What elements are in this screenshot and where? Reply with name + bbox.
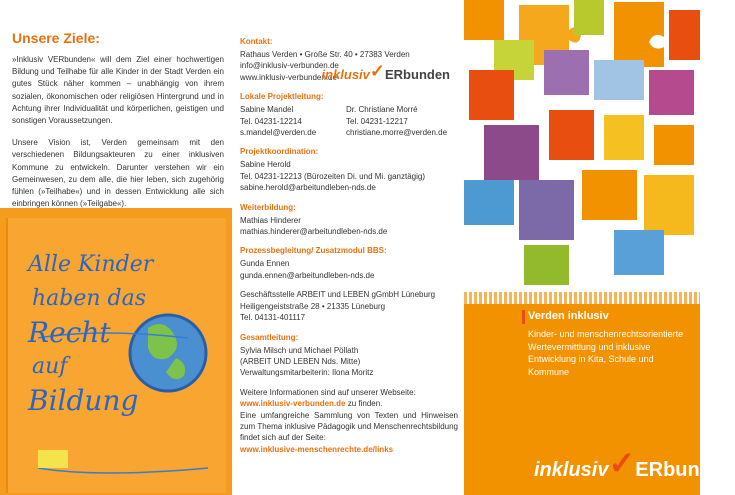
gesamt-line-2: (ARBEIT UND LEBEN Nds. Mitte) (240, 356, 361, 366)
info-text: Eine umfangreiche Sammlung von Texten und Hinweisen zum Thema inklusive Pädagogik und Menschenrechtsbildung findet sich auf der Seite: (240, 410, 458, 443)
kontakt-web[interactable]: www.inklusiv-verbunden.de (240, 72, 337, 82)
yellow-note (38, 450, 68, 468)
cover-title: Verden inklusiv (528, 310, 609, 322)
weiter-name: Mathias Hinderer (240, 215, 301, 225)
kontakt-email[interactable]: info@inklusiv-verbunden.de (240, 61, 339, 71)
drawing-paper (6, 218, 226, 493)
info-link1-suffix: zu finden. (345, 399, 383, 409)
info-link-1[interactable]: www.inklusiv-verbunden.de (240, 399, 346, 409)
puzzle-art (464, 0, 700, 292)
kontakt-label: Kontakt: (240, 37, 273, 46)
check-mark-large-icon: ✓ (608, 445, 636, 481)
drawing-line-5: Bildung (28, 384, 139, 417)
drawing-line-3: Recht (28, 316, 111, 349)
prozess-name: Gunda Ennen (240, 259, 290, 269)
lokale-name-2: Dr. Christiane Morré (346, 105, 418, 115)
puzzle-illustration (464, 0, 700, 292)
gesamt-line-1: Sylvia Milsch und Michael Pöllath (240, 345, 359, 355)
title-accent-bar (522, 310, 525, 324)
banner-strip (464, 292, 700, 304)
drawing-line-1: Alle Kinder (28, 252, 154, 277)
gs-line-1: Geschäftsstelle ARBEIT und LEBEN gGmbH Lüneburg (240, 290, 436, 300)
cover-subtitle: Kinder- und menschenrechtsorientierte Wertevermittlung und inklusive Entwicklung in Kita, Schule und Kommune (528, 329, 684, 377)
contact-panel (232, 0, 464, 495)
prozess-mail[interactable]: gunda.ennen@arbeitundleben-nds.de (240, 270, 375, 280)
child-drawing (0, 208, 232, 495)
drawing-line-2: haben das (32, 286, 147, 311)
lokale-name-1: Sabine Mandel (240, 105, 294, 115)
weiter-mail[interactable]: mathias.hinderer@arbeitundleben-nds.de (240, 227, 388, 237)
goals-heading: Unsere Ziele: (12, 30, 100, 46)
drawing-text (28, 248, 153, 418)
info-link-2[interactable]: www.inklusive-menschenrechte.de/links (240, 444, 394, 454)
check-mark-icon: ✓ (369, 61, 385, 81)
weiter-label: Weiterbildung: (240, 202, 296, 212)
logo-large: inklusiv ✓ ERbunden (534, 445, 735, 481)
lokale-mail-2[interactable]: christiane.morre@verden.de (346, 128, 448, 138)
title-box (464, 304, 735, 495)
gesamt-label: Gesamtleitung: (240, 332, 299, 342)
goals-paragraph-1: »Inklusiv VERbunden« will dem Ziel einer hochwertigen Bildung und Teilhabe für alle Kinder in der Stadt Verden ein gutes Stück näher kommen – unabhängig von ihrem sozialen, ökonomischen oder religiösen Hintergrund und in Achtung ihrer Individualität und körperlichen, geistigen und sonstigen Voraussetzungen. (12, 55, 224, 126)
lokale-mail-1[interactable]: s.mandel@verden.de (240, 128, 317, 138)
lokale-tel-1: Tel. 04231-12214 (240, 116, 302, 126)
drawing-line-4: auf (32, 354, 68, 379)
koord-tel: Tel. 04231-12213 (Bürozeiten Di. und Mi. ganztägig) (240, 171, 425, 181)
info-intro: Weitere Informationen sind auf unserer Webseite: (240, 387, 416, 397)
goals-paragraph-2: Unsere Vision ist, Verden gemeinsam mit den verschiedenen Bildungsakteuren zu einer inklusiven Kommune zu entwickeln. Darunter verstehen wir ein Gemeinwesen, zu dem alle, die hier leben, sich zugehörig fühlen (»Teilhabe«) und in dessen Entwicklung alle sich einbringen können (»Teilgabe«). (12, 138, 224, 209)
kontakt-line: Rathaus Verden • Große Str. 40 • 27383 Verden (240, 50, 410, 59)
logo-small: inklusiv ✓ ERbunden (321, 61, 450, 82)
lokale-tel-2: Tel. 04231-12217 (346, 116, 408, 126)
cover-panel (464, 0, 735, 495)
prozess-label: Prozessbegleitung/ Zusatzmodul BBS: (240, 246, 387, 256)
gs-line-3: Tel. 04131-401117 (240, 313, 306, 323)
koord-name: Sabine Herold (240, 160, 291, 170)
koord-label: Projektkoordination: (240, 147, 319, 157)
koord-mail[interactable]: sabine.herold@arbeitundleben-nds.de (240, 183, 376, 193)
lokale-label: Lokale Projektleitung: (240, 92, 324, 102)
gs-line-2: Heiligengeiststraße 28 • 21335 Lüneburg (240, 301, 386, 311)
gesamt-line-3: Verwaltungsmitarbeiterin: Ilona Moritz (240, 368, 374, 378)
